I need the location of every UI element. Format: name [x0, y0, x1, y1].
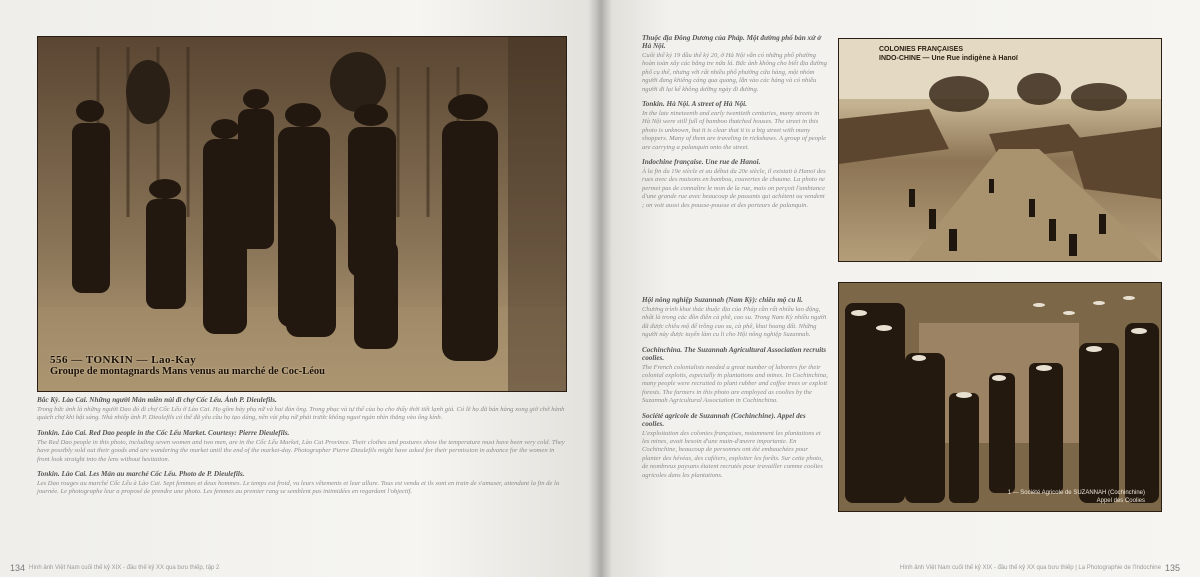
- postcard-hanoi-street-image: [839, 39, 1161, 261]
- postcard-suzannah-footer-line1: 1 — Société Agricole de SUZANNAH (Cochinchine): [1007, 490, 1145, 496]
- coolies-caption-vi: [642, 296, 828, 340]
- book-gutter: [588, 0, 612, 577]
- left-page-number: 134: [10, 563, 26, 573]
- postcard-hanoi-header-line2: INDO-CHINE — Une Rue indigène à Hanoï: [879, 55, 1018, 62]
- coolies-caption-vi-body: Chương trình khai thác thuộc địa của Pháp cần rất nhiều lao động, nhất là trong các đồn điền cà phê, cao su. Trong Nam Kỳ nhiều người đã được chiêu mộ để trồng cao su, cà phê, khai hoang đất. Những người này được tuyển làm cu li cho Hội nông nghiệp Suzannah.: [642, 306, 827, 339]
- right-page-number: 135: [1164, 563, 1180, 573]
- street-caption-vi: [642, 34, 828, 94]
- right-folio: [900, 563, 1184, 573]
- photo-caption-title: 556 — TONKIN — Lao-Kay: [50, 354, 197, 366]
- coolies-caption-fr-heading: Société agricole de Suzannah (Cochinchine). Appel des coolies.: [642, 411, 806, 428]
- caption-vi-body: Trong bức ảnh là những người Dao đỏ đi chợ Cốc Lếu ở Lào Cai. Họ gồm bảy phụ nữ và hai đàn ông. Trong phục và tự thể của họ cho thấy thời tiết lạnh giá. Có lẽ họ đã bán hàng xong giờ chờ hành quách chợ khi bật sáng. Nhà nhiếp ảnh P. Dieulefils có thể đã yêu cầu họ tạo dáng, nên vài phụ nữ phải trước không nguơ ngán nhìn thẳng vào ống kính.: [37, 406, 565, 422]
- street-caption-fr-heading: Indochine française. Une rue de Hanoï.: [642, 158, 761, 167]
- caption-fr: [37, 470, 565, 497]
- coolies-caption-en-heading: Cochinchina. The Suzannah Agricultural Association recruits coolies.: [642, 345, 826, 362]
- coolies-caption-en-body: The French colonialists needed a great number of laborers for their colonial exploits, especially in plantations and mines. In Cochinchina, many people were recruited to plant rubber and coffee trees or exploit forests. The farmers in this photo are employed as coolies by the Suzannah Agricultural Association in Cochinchina.: [642, 363, 828, 405]
- caption-fr-body: Les Dao rouges au marché Cốc Lếu à Lào Cai. Sept femmes et deux hommes. Le temps est froid, vu leurs vêtements et leur allure. Tous est vendu et ils sont en train de s'amuser, attendant la fin de la journée. Le photographe leur a proposé de prendre une photo. Les femmes au premier rang se semblent pas intimidées en regardant l'objectif.: [37, 480, 560, 496]
- right-text-bottom: [642, 296, 828, 486]
- street-caption-en: [642, 100, 828, 152]
- coolies-caption-fr-body: L'exploitation des colonies françaises, notamment les plantations et les mines, avait besoin d'une main-d'œuvre importante. En Cochinchine, beaucoup de personnes ont été embauchées pour planter des hévéas, des caféiers, exploiter les forêts. Sur cette photo, de nombreux paysans étaient recrutés pour travailler comme coolies agricoles dans les plantations.: [642, 429, 823, 479]
- postcard-suzannah-footer-line2: Appel des Coolies: [1096, 498, 1145, 504]
- left-caption-block: [37, 396, 565, 503]
- postcard-hanoi-header-line1: COLONIES FRANÇAISES: [879, 46, 964, 53]
- caption-vi: [37, 396, 565, 423]
- street-caption-fr-body: À la fin du 19e siècle et au début du 20e siècle, il existait à Hanoï des rues avec des maisons en bambou, couvertes de chaume. La photo ne permet pas de connaître le nom de la rue, mais on perçoit l'ambiance d'une grande rue avec beaucoup de passants qui achètent ou vendent ; on voit aussi des pousse-pousse et des porteurs de palanquin.: [642, 168, 826, 209]
- coolies-caption-fr: [642, 412, 828, 480]
- caption-en-heading: Tonkin. Lào Cai. Red Dao people in the Cốc Lếu Market. Courtesy: Pierre Dieulefils.: [37, 428, 290, 437]
- street-caption-vi-body: Cuối thế kỷ 19 đầu thế kỷ 20, ở Hà Nội vẫn có những phố phường hoàn toàn xây các bằng tre nứa lá. Bức ảnh không cho biết địa đường phố cụ thể, nhưng với rất nhiều phố phường cửa hàng, một nhóm người đang khiêng cáng qua quang, lẫn vào các hàng và có nhiều người đi lại kể không dưỡng ngày đi đường.: [642, 52, 827, 93]
- coolies-caption-en: [642, 346, 828, 406]
- postcard-suzannah-image: [839, 283, 1161, 511]
- caption-en-body: The Red Dao people in this photo, including seven women and two men, are in the Cốc Lếu Market, Lào Cai Province. Their clothes and postures show the temperature must have been very cold. They have possibly sold out their goods and are wandering the market until the end of the market-day. Photographer Pierre Dieulefils might have asked for their permission in advance for the women in front look straight into the lens without hesitation.: [37, 438, 565, 463]
- photo-montagnards: [37, 36, 567, 392]
- photo-montagnards-caption: [50, 354, 325, 377]
- postcard-hanoi-header: [879, 45, 1018, 63]
- postcard-hanoi-street: [838, 38, 1162, 262]
- street-caption-vi-heading: Thuộc địa Đông Dương của Pháp. Một đường phố bản xứ ở Hà Nội.: [642, 34, 822, 50]
- street-caption-en-heading: Tonkin. Hà Nội. A street of Hà Nội.: [642, 100, 747, 109]
- caption-en: [37, 429, 565, 464]
- right-text-top: [642, 34, 828, 216]
- coolies-caption-vi-heading: Hội nông nghiệp Suzannah (Nam Kỳ): chiêu mộ cu li.: [642, 296, 803, 304]
- street-caption-fr: [642, 158, 828, 210]
- caption-fr-heading: Tonkin. Lào Cai. Les Mán au marché Cốc Lếu. Photo de P. Dieulefils.: [37, 470, 245, 479]
- right-page: [598, 0, 1200, 577]
- left-folio-text: Hình ảnh Việt Nam cuối thế kỷ XIX - đầu thế kỷ XX qua bưu thiếp, tập 2: [29, 565, 220, 571]
- left-page: [0, 0, 598, 577]
- right-folio-text: Hình ảnh Việt Nam cuối thế kỷ XIX - đầu thế kỷ XX qua bưu thiếp | La Photographie de l'Indochine: [899, 565, 1161, 571]
- left-folio: [6, 563, 219, 573]
- street-caption-en-body: In the late nineteenth and early twentieth centuries, many streets in Hà Nội were still full of bamboo thatched houses. The street in this photo is unknown, but it is clear that it is a big street with many shoppers. Many of them are traveling in rickshaws. A group of people are carrying a palanquin onto the street.: [642, 110, 827, 151]
- postcard-suzannah-coolies: [838, 282, 1162, 512]
- postcard-suzannah-footer: [1008, 489, 1145, 505]
- caption-vi-heading: Bắc Kỳ. Lào Cai. Những người Mán miền núi đi chợ Cốc Lếu. Ảnh P. Dieulefils.: [37, 396, 277, 404]
- photo-montagnards-image: [38, 37, 566, 391]
- photo-caption-subtitle: Groupe de montagnards Mans venus au marché de Coc-Léou: [50, 366, 325, 377]
